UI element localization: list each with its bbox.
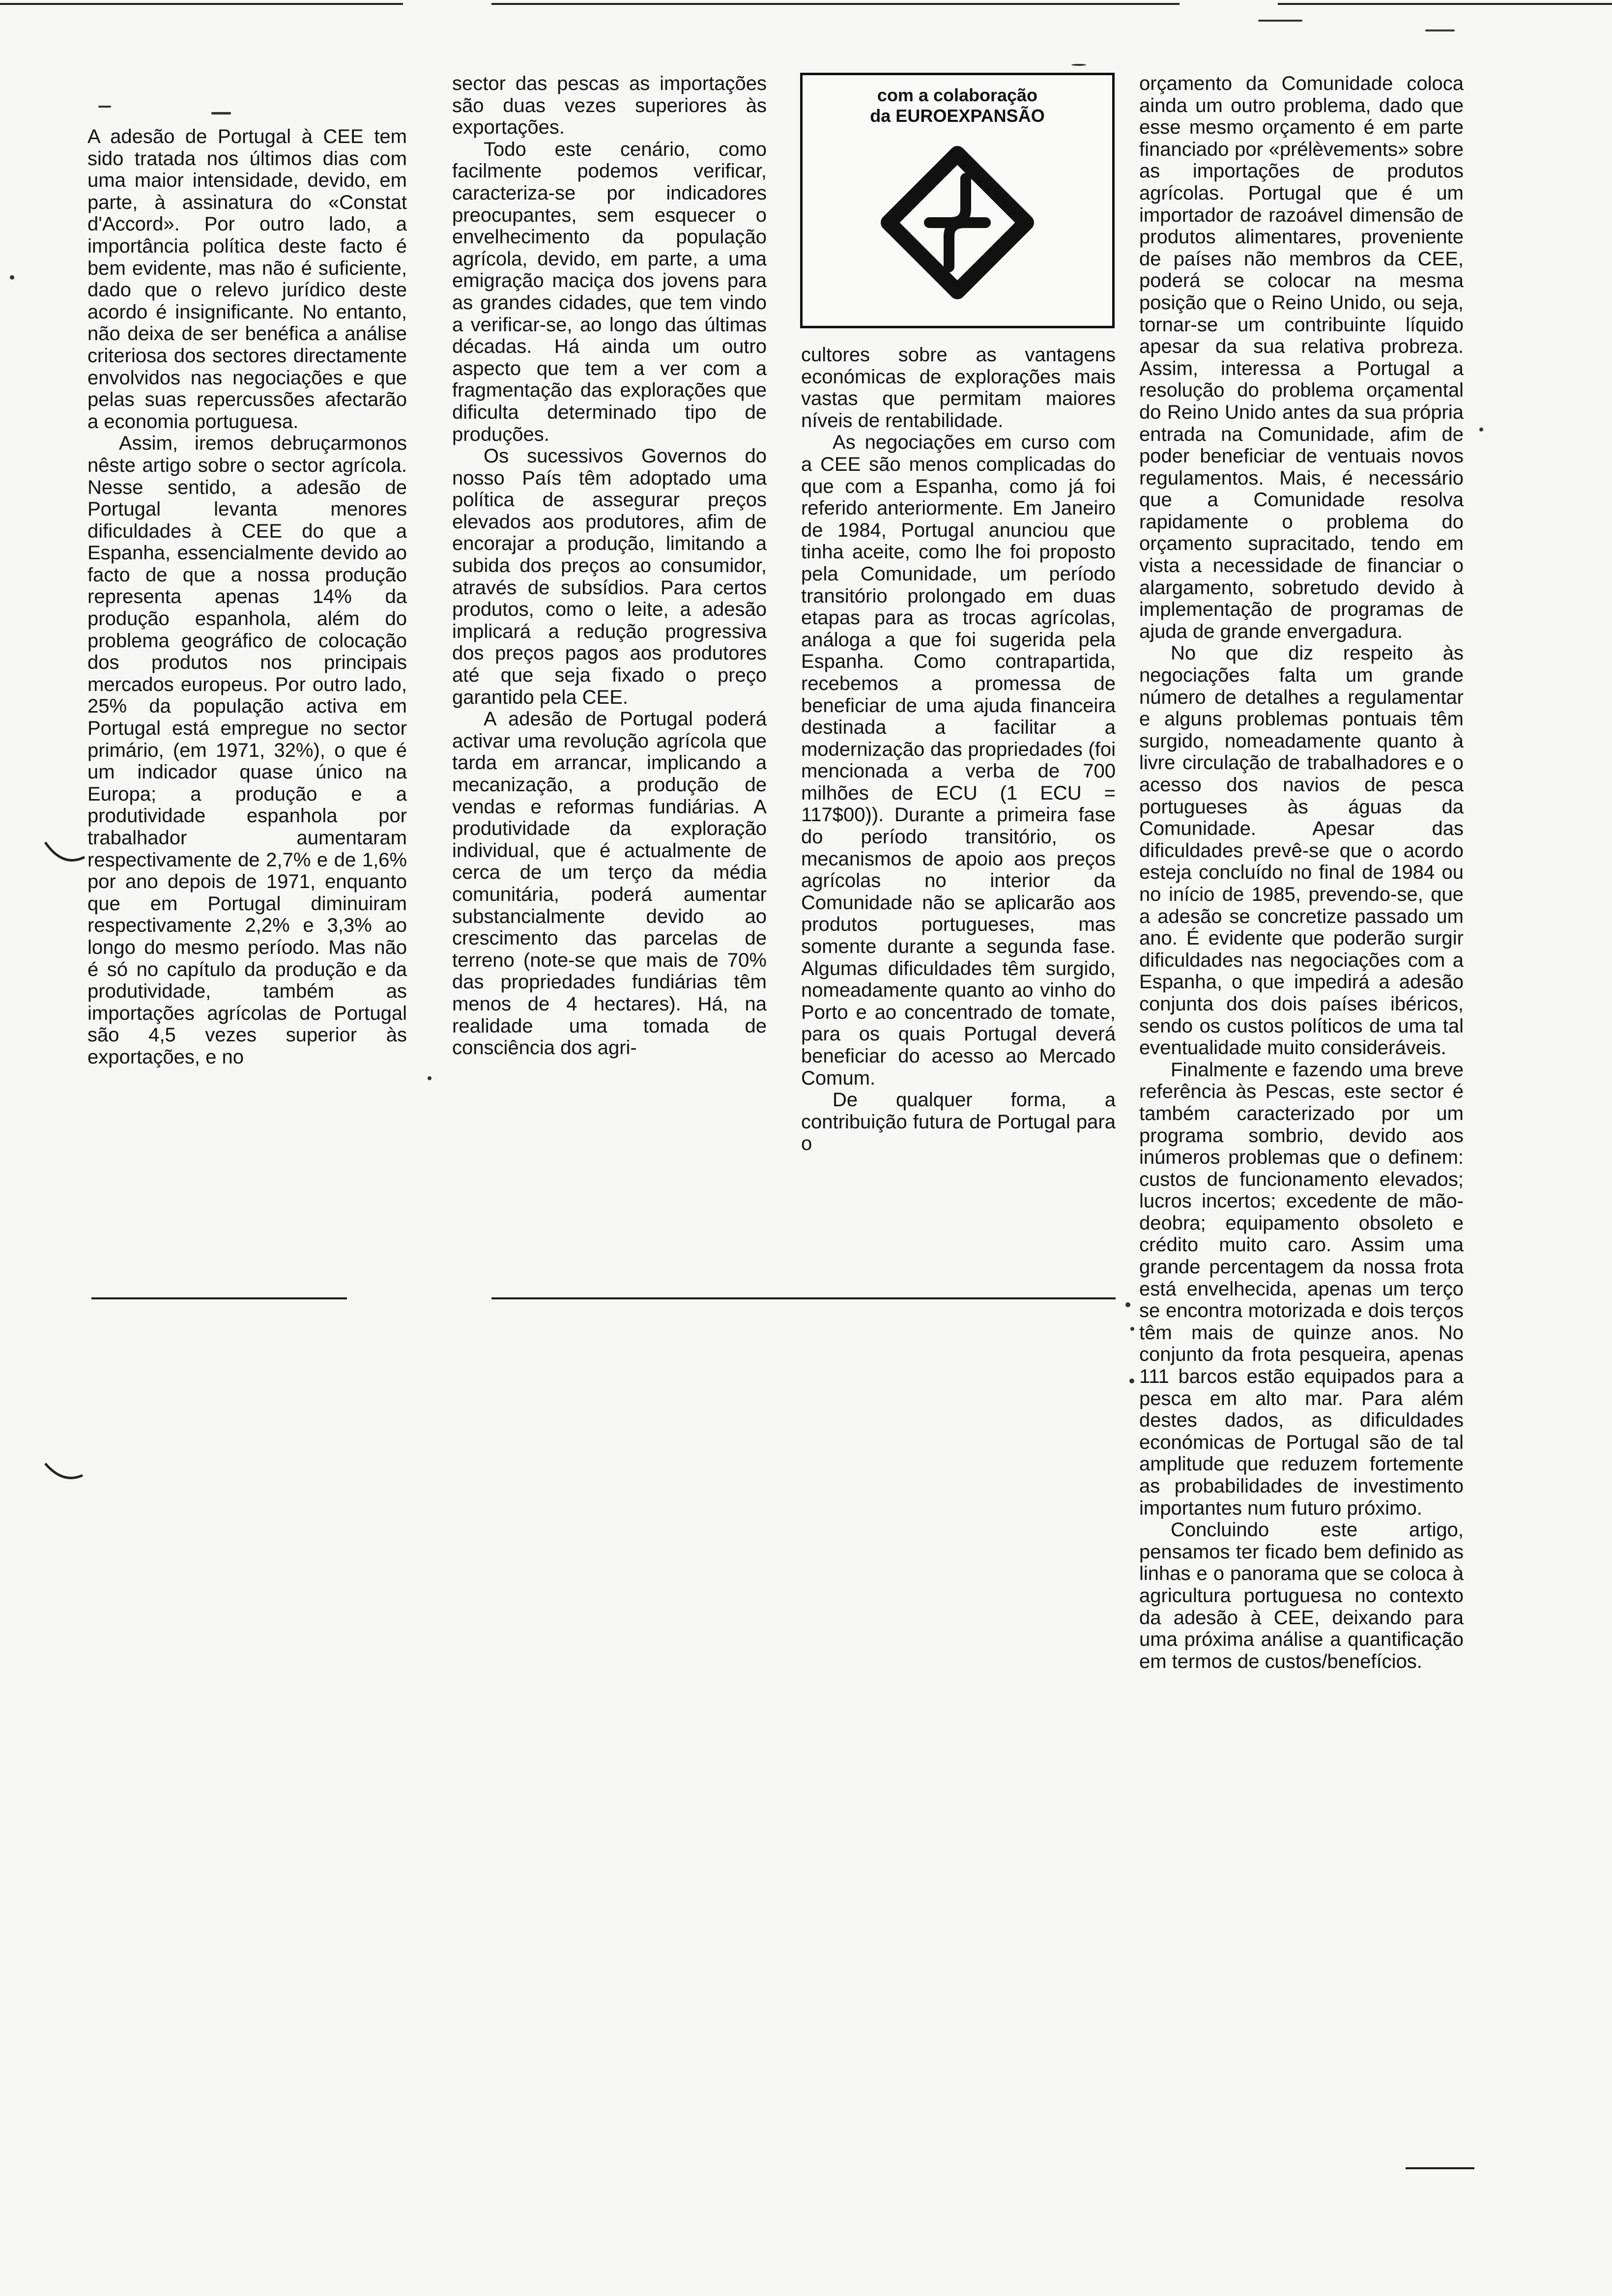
- article-paragraph: Todo este cenário, como facilmente podemos verificar, caracteriza-se por indicadores preocupantes, sem esquecer o envelhecimento da população agrícola, devido, em parte, a uma emigração maciça dos jovens para as grandes cidades, que tem vindo a verificar-se, ao longo das últimas décadas. Há ainda um outro aspecto que tem a ver com a fragmentação das explorações que dificulta determinado tipo de produções.: [452, 138, 767, 445]
- scan-speck: [1425, 29, 1455, 31]
- article-column-2: [452, 73, 767, 1059]
- top-edge-rule: [491, 3, 1180, 5]
- article-paragraph: As negociações em curso com a CEE são menos complicadas do que com a Espanha, como já foi referido anteriormente. Em Janeiro de 1984, Portugal anunciou que tinha aceite, como lhe foi proposto pela Comunidade, um período transitório prolongado em duas etapas para as trocas agrícolas, análoga a que foi sugerida pela Espanha. Como contrapartida, recebemos a promessa de beneficiar de uma ajuda financeira destinada a facilitar a modernização das propriedades (foi mencionada a verba de 700 milhões de ECU (1 ECU = 117$00)). Durante a primeira fase do período transitório, os mecanismos de apoio aos preços agrícolas no interior da Comunidade não se aplicarão aos produtos portugueses, mas somente durante a segunda fase. Algumas dificuldades têm surgido, nomeadamente quanto ao vinho do Porto e ao concentrado de tomate, para os quais Portugal deverá beneficiar do acesso ao Mercado Comum.: [801, 431, 1116, 1089]
- box-caption-line-2: da EUROEXPANSÃO: [870, 106, 1045, 126]
- scan-mark-icon: [43, 1460, 87, 1489]
- top-edge-rule: [1278, 3, 1612, 5]
- article-paragraph: A adesão de Portugal à CEE tem sido tratada nos últimos dias com uma maior intensidade, devido, em parte, à assinatura do «Constat d'Accord». Por outro lado, a importância política deste facto é bem evidente, mas não é suficiente, dado que o relevo jurídico deste acordo é insignificante. No entanto, não deixa de ser benéfica a análise criteriosa dos sectores directamente envolvidos nas negociações e que pelas suas repercussões afectarão a economia portuguesa.: [87, 126, 407, 432]
- scan-speck: [1130, 1327, 1134, 1331]
- article-paragraph: cultores sobre as vantagens económicas de explorações mais vastas que permitam maiores níveis de rentabilidade.: [801, 344, 1116, 431]
- article-paragraph: Assim, iremos debruçarmonos nêste artigo sobre o sector agrícola. Nesse sentido, a adesão de Portugal levanta menores dificuldades à CEE do que a Espanha, essencialmente devido ao facto de que a nossa produção representa apenas 14% da produção espanhola, além do problema geográfico de colocação dos produtos nos principais mercados europeus. Por outro lado, 25% da população activa em Portugal está empregue no sector primário, (em 1971, 32%), o que é um indicador quase único na Europa; a produção e a produtividade espanhola por trabalhador aumentaram respectivamente de 2,7% e de 1,6% por ano depois de 1971, enquanto que em Portugal diminuiram respectivamente 2,2% e 3,3% ao longo do mesmo período. Mas não é só no capítulo da produção e da produtividade, também as importações agrícolas de Portugal são 4,5 vezes superior às exportações, e no: [87, 432, 407, 1068]
- scan-mark-icon: [43, 835, 87, 870]
- article-paragraph: Finalmente e fazendo uma breve referência às Pescas, este sector é também caracterizado por um programa sombrio, devido aos inúmeros problemas que o definem: custos de funcionamento elevados; lucros incertos; excedente de mão-deobra; equipamento obsoleto e crédito muito caro. Assim uma grande percentagem da nossa frota está envelhecida, apenas um terço se encontra motorizada e dois terços têm mais de quinze anos. No conjunto da frota pesqueira, apenas 111 barcos estão equipados para a pesca em alto mar. Para além destes dados, as dificuldades económicas de Portugal são de tal amplitude que reduzem fortemente as probabilidades de investimento importantes num futuro próximo.: [1139, 1059, 1464, 1519]
- scan-speck: [1258, 20, 1302, 22]
- scan-speck: [1071, 64, 1086, 66]
- article-column-3: [801, 344, 1116, 1155]
- scan-speck: [10, 275, 14, 280]
- article-column-4: [1139, 73, 1464, 1672]
- scan-speck: [211, 112, 231, 115]
- article-paragraph: Concluindo este artigo, pensamos ter ficado bem definido as linhas e o panorama que se coloca à agricultura portuguesa no contexto da adesão à CEE, deixando para uma próxima análise a quantificação em termos de custos/benefícios.: [1139, 1519, 1464, 1672]
- scan-speck: [1125, 1302, 1130, 1307]
- scan-speck: [1129, 1378, 1134, 1383]
- article-paragraph: A adesão de Portugal poderá activar uma revolução agrícola que tarda em arrancar, implicando a mecanização, a produção de vendas e reformas fundiárias. A produtividade da exploração individual, que é actualmente de cerca de um terço da média comunitária, poderá aumentar substancialmente devido ao crescimento das parcelas de terreno (note-se que mais de 70% das propriedades fundiárias têm menos de 4 hectares). Há, na realidade uma tomada de consciência dos agri-: [452, 708, 767, 1059]
- article-paragraph: orçamento da Comunidade coloca ainda um outro problema, dado que esse mesmo orçamento é em parte financiado por «prélèvements» sobre as importações de produtos agrícolas. Portugal que é um importador de razoável dimensão de produtos alimentares, proveniente de países não membros da CEE, poderá se colocar na mesma posição que o Reino Unido, ou seja, tornar-se um contribuinte líquido apesar da sua relativa probreza. Assim, interessa a Portugal a resolução do problema orçamental do Reino Unido antes da sua própria entrada na Comunidade, afim de poder beneficiar de ventuais novos regulamentos. Mais, é necessário que a Comunidade resolva rapidamente o problema do orçamento supracitado, tendo em vista a necessidade de financiar o alargamento, sobretudo devido à implementação de programas de ajuda de grande envergadura.: [1139, 73, 1464, 642]
- top-edge-rule: [0, 3, 403, 5]
- scan-speck: [428, 1076, 432, 1080]
- article-paragraph: De qualquer forma, a contribuição futura de Portugal para o: [801, 1089, 1116, 1155]
- scan-speck: [98, 106, 111, 108]
- scan-speck: [1479, 428, 1483, 431]
- euroexpansao-sidebar-box: [800, 73, 1115, 328]
- box-caption-line-1: com a colaboração: [877, 85, 1038, 105]
- column-end-rule: [91, 1297, 347, 1299]
- column-end-rule: [491, 1297, 1116, 1299]
- article-paragraph: sector das pescas as importações são duas vezes superiores às exportações.: [452, 73, 767, 139]
- euroexpansao-logo-icon: [803, 75, 1112, 326]
- article-paragraph: No que diz respeito às negociações falta um grande número de detalhes a regulamentar e alguns problemas pontuais têm surgido, nomeadamente quanto à livre circulação de trabalhadores e o acesso dos navios de pesca portugueses às águas da Comunidade. Apesar das dificuldades prevê-se que o acordo esteja concluído no final de 1984 ou no início de 1985, prevendo-se, que a adesão se concretize passado um ano. É evidente que poderão surgir dificuldades nas negociações com a Espanha, o que impedirá a adesão conjunta dos dois países ibéricos, sendo os custos políticos de uma tal eventualidade muito consideráveis.: [1139, 642, 1464, 1059]
- article-paragraph: Os sucessivos Governos do nosso País têm adoptado uma política de assegurar preços elevados aos produtores, afim de encorajar a produção, limitando a subida dos preços ao consumidor, através de subsídios. Para certos produtos, como o leite, a adesão implicará a redução progressiva dos preços pagos aos produtores até que seja fixado o preço garantido pela CEE.: [452, 445, 767, 708]
- article-end-rule: [1406, 2167, 1474, 2169]
- article-column-1: [87, 126, 407, 1068]
